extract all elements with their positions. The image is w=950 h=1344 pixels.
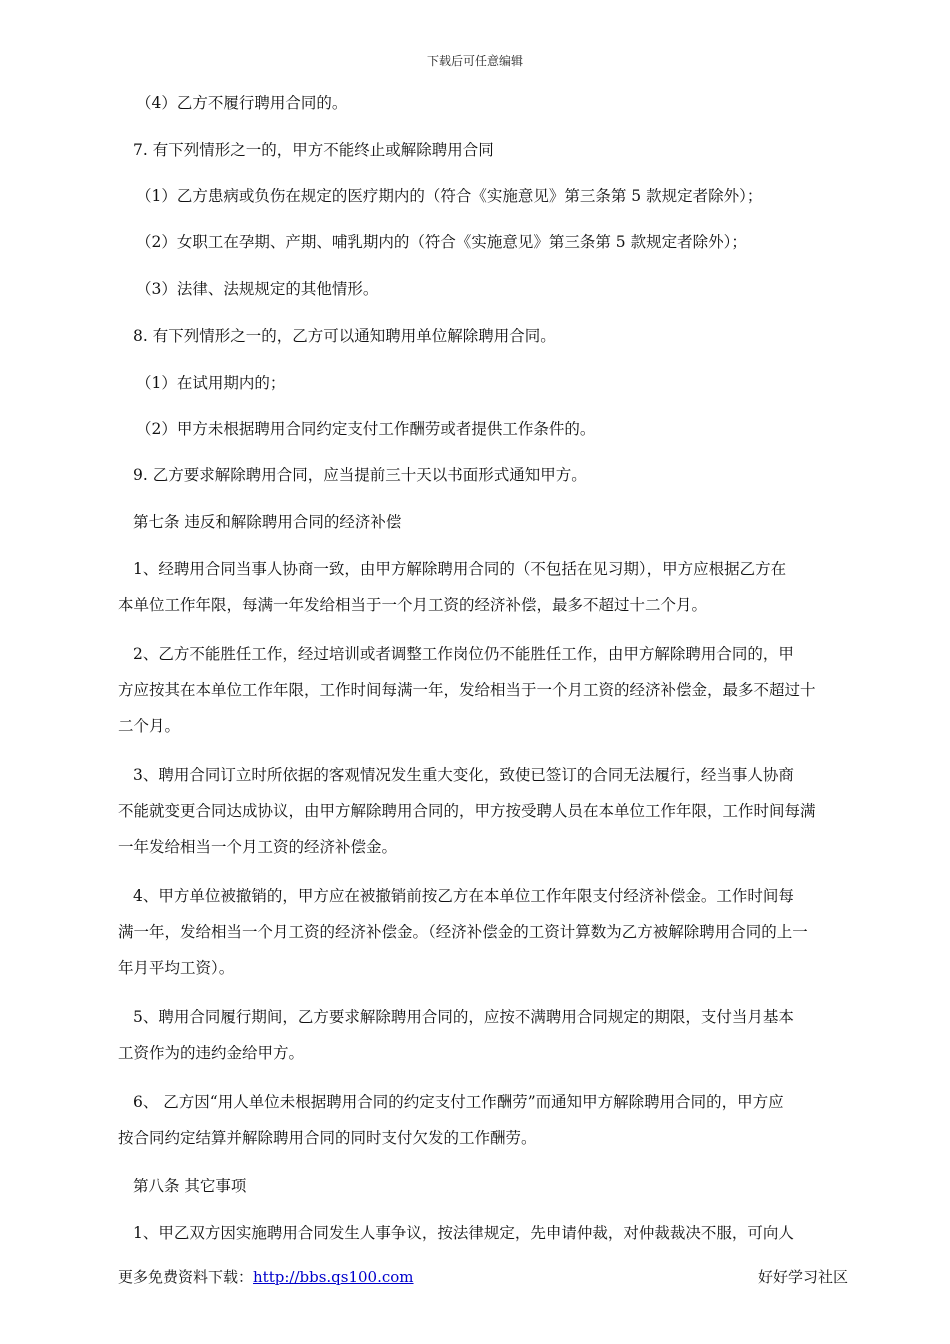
clause-line: （2）甲方未根据聘用合同约定支付工作酬劳或者提供工作条件的。: [136, 420, 596, 438]
paragraph-line: 6、 乙方因“用人单位未根据聘用合同的约定支付工作酬劳”而通知甲方解除聘用合同的，甲方应: [133, 1093, 784, 1111]
clause-line: 9. 乙方要求解除聘用合同，应当提前三十天以书面形式通知甲方。: [133, 466, 587, 484]
clause-line: 7. 有下列情形之一的，甲方不能终止或解除聘用合同: [133, 141, 494, 159]
paragraph-line: 5、聘用合同履行期间，乙方要求解除聘用合同的，应按不满聘用合同规定的期限，支付当月基本: [133, 1008, 794, 1026]
paragraph-line: 不能就变更合同达成协议，由甲方解除聘用合同的，甲方按受聘人员在本单位工作年限，工作时间每满: [118, 802, 816, 820]
paragraph-line: 1、经聘用合同当事人协商一致，由甲方解除聘用合同的（不包括在见习期），甲方应根据乙方在: [133, 560, 787, 578]
paragraph-line: 3、聘用合同订立时所依据的客观情况发生重大变化，致使已签订的合同无法履行，经当事人协商: [133, 766, 794, 784]
clause-line: （4）乙方不履行聘用合同的。: [136, 94, 348, 112]
footer-download: [118, 1266, 414, 1287]
paragraph-line: 满一年，发给相当一个月工资的经济补偿金。（经济补偿金的工资计算数为乙方被解除聘用合同的上一: [118, 923, 808, 941]
footer-site-name: 好好学习社区: [757, 1268, 848, 1286]
paragraph-line: 方应按其在本单位工作年限，工作时间每满一年，发给相当于一个月工资的经济补偿金，最多不超过十: [118, 681, 816, 699]
footer-link[interactable]: http://bbs.qs100.com: [253, 1268, 414, 1286]
paragraph-line: 2、乙方不能胜任工作，经过培训或者调整工作岗位仍不能胜任工作，由甲方解除聘用合同的，甲: [133, 645, 794, 663]
clause-line: （3）法律、法规规定的其他情形。: [136, 280, 379, 298]
clause-line: （1）乙方患病或负伤在规定的医疗期内的（符合《实施意见》第三条第 5 款规定者除外）；: [136, 187, 763, 205]
section-heading: 第七条 违反和解除聘用合同的经济补偿: [133, 513, 402, 531]
paragraph-line: 一年发给相当一个月工资的经济补偿金。: [118, 838, 398, 856]
paragraph-line: 按合同约定结算并解除聘用合同的同时支付欠发的工作酬劳。: [118, 1129, 537, 1147]
footer-label: 更多免费资料下载：: [118, 1268, 254, 1286]
clause-line: 8. 有下列情形之一的，乙方可以通知聘用单位解除聘用合同。: [133, 327, 556, 345]
paragraph-line: 本单位工作年限，每满一年发给相当于一个月工资的经济补偿，最多不超过十二个月。: [118, 596, 708, 614]
paragraph-line: 工资作为的违约金给甲方。: [118, 1044, 305, 1062]
clause-line: （1）在试用期内的；: [136, 374, 286, 392]
paragraph-line: 年月平均工资）。: [118, 959, 235, 977]
clause-line: （2）女职工在孕期、产期、哺乳期内的（符合《实施意见》第三条第 5 款规定者除外）；: [136, 233, 747, 251]
paragraph-line: 二个月。: [118, 717, 181, 735]
paragraph-line: 1、甲乙双方因实施聘用合同发生人事争议，按法律规定，先申请仲裁，对仲裁裁决不服，可向人: [133, 1224, 794, 1242]
section-heading: 第八条 其它事项: [133, 1177, 247, 1195]
page-header: 下载后可任意编辑: [426, 54, 523, 68]
paragraph-line: 4、甲方单位被撤销的，甲方应在被撤销前按乙方在本单位工作年限支付经济补偿金。工作时间每: [133, 887, 794, 905]
